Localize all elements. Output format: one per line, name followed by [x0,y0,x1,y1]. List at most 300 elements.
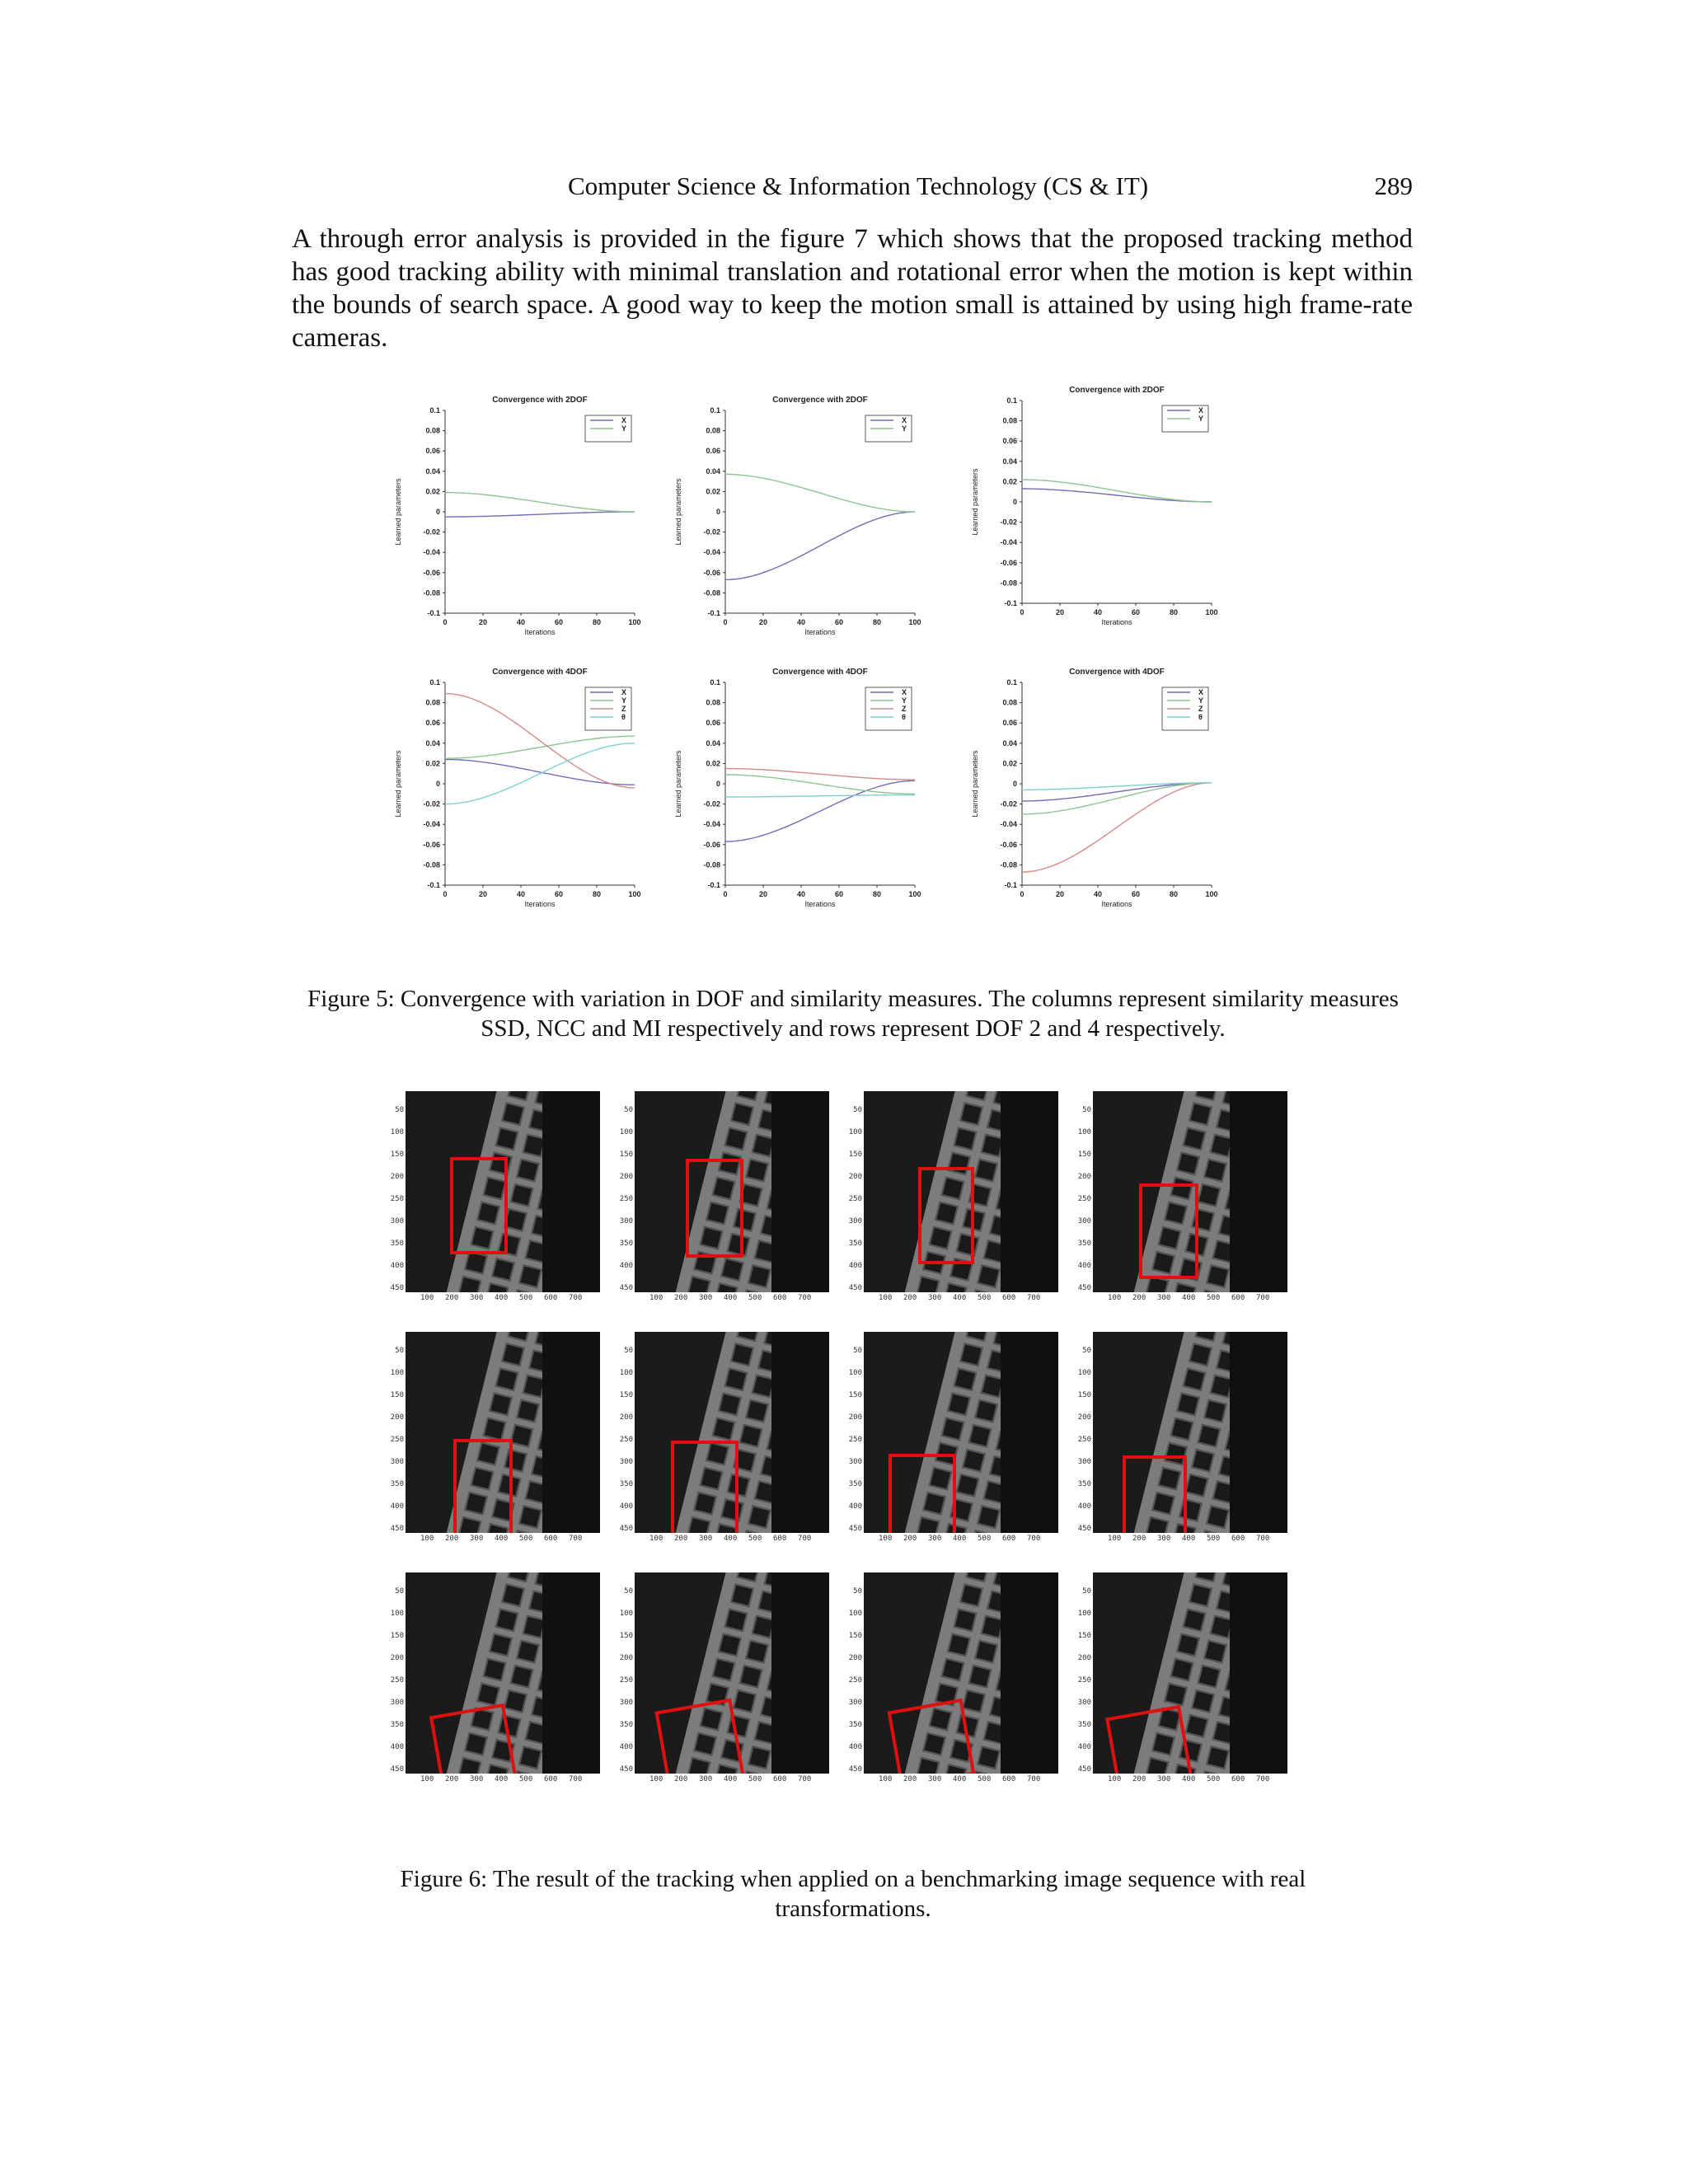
legend-label: Y [902,696,907,705]
convergence-chart-4 [387,664,651,920]
x-tick-label: 20 [1055,890,1065,898]
board-marker [1184,1474,1208,1497]
board-marker [482,1657,506,1681]
board-marker [962,1690,986,1713]
frame-x-ticks [406,1294,600,1305]
frame-y-tick-label: 50 [395,1347,404,1355]
board-marker [495,1367,518,1391]
frame-y-tick-label: 50 [853,1347,862,1355]
tracking-box [1139,1183,1198,1279]
frame-y-tick-label: 150 [1077,1151,1091,1159]
board-marker [970,1289,994,1292]
board-marker [495,1127,518,1151]
series-line-y [1022,783,1212,814]
frame-y-tick-label: 250 [1077,1436,1091,1444]
board-marker [507,1572,531,1582]
board-marker [501,1102,525,1126]
x-tick-label: 20 [758,618,768,626]
y-tick-label: 0.02 [425,759,440,768]
frame-x-tick-label: 700 [798,1294,812,1302]
frame-y-ticks [387,1572,406,1774]
frame-x-tick-label: 300 [699,1535,713,1543]
frame-x-tick-label: 100 [420,1535,434,1543]
legend-label: Z [621,705,626,713]
dark-background [1230,1091,1287,1292]
y-tick-label: -0.1 [1004,599,1017,607]
board-marker [745,1639,769,1663]
tracking-box [671,1441,738,1533]
frame-y-tick-label: 350 [390,1240,404,1248]
frame-x-tick-label: 200 [903,1535,917,1543]
frame-y-ticks [1075,1332,1093,1533]
chart-svg [668,392,931,648]
body-paragraph: A through error analysis is provided in the figure 7 which shows that the proposed tracking method has good tracking ability with minimal translation and rotational error when the motion is kept within the bounds of search space. A good way to keep the motion small is attained by using high frame-rate cameras. [292,224,1413,353]
frame-x-tick-label: 500 [1207,1775,1221,1783]
frame-x-tick-label: 100 [649,1294,663,1302]
frame-y-tick-label: 150 [390,1632,404,1640]
y-axis-label: Learned parameters [394,750,402,818]
frame-y-tick-label: 100 [848,1610,862,1618]
board-marker [955,1474,979,1497]
board-marker [968,1424,992,1448]
board-marker [736,1572,760,1582]
y-tick-label: 0.04 [425,466,440,476]
y-tick-label: 0.02 [706,487,720,496]
board-marker [1170,1417,1193,1441]
series-line-theta [445,743,635,804]
frame-x-tick-label: 400 [495,1294,509,1302]
frame-x-tick-label: 400 [1182,1775,1196,1783]
legend-label: X [902,416,907,424]
frame-y-tick-label: 350 [619,1240,633,1248]
x-tick-label: 100 [628,890,641,898]
board-marker [962,1449,986,1473]
board-marker [959,1102,983,1126]
series-line-y [1022,480,1212,502]
frame-x-tick-label: 700 [1256,1775,1270,1783]
board-marker [724,1608,748,1632]
frame-y-tick-label: 100 [1077,1128,1091,1137]
frame-x-ticks [635,1535,829,1546]
y-tick-label: -0.08 [1000,579,1017,588]
convergence-chart-3 [964,382,1228,638]
y-tick-label: -0.04 [423,548,440,557]
y-tick-label: -0.06 [1000,558,1017,567]
tracking-box [654,1699,744,1774]
board-marker [485,1282,509,1292]
legend-label: X [621,416,627,424]
legend-label: Y [621,424,627,433]
frame-y-tick-label: 250 [390,1195,404,1203]
frame-x-tick-label: 400 [724,1294,738,1302]
series-line-x [725,780,915,841]
board-marker [1176,1392,1200,1416]
frame-y-ticks [846,1332,864,1533]
x-tick-label: 80 [1169,608,1179,616]
board-marker [965,1572,989,1582]
tracking-frame [617,1086,829,1309]
x-tick-label: 100 [628,618,641,626]
frame-x-tick-label: 400 [495,1775,509,1783]
board-marker [959,1343,983,1366]
frame-x-tick-label: 300 [699,1775,713,1783]
y-tick-label: 0.02 [425,487,440,496]
chart-svg [387,392,651,648]
frame-y-ticks [617,1332,635,1533]
board-marker [1191,1690,1215,1713]
y-tick-label: -0.06 [423,840,440,849]
board-marker [1197,1665,1221,1689]
frame-y-tick-label: 450 [619,1765,633,1774]
board-marker [504,1690,528,1713]
frame-x-tick-label: 200 [445,1775,459,1783]
dark-background [1230,1572,1287,1774]
frame-y-tick-label: 450 [1077,1284,1091,1292]
chart-svg [964,382,1228,638]
y-tick-label: -0.02 [703,799,720,808]
frame-y-tick-label: 250 [619,1676,633,1685]
board-marker [1176,1151,1200,1175]
frame-y-tick-label: 200 [619,1654,633,1662]
frame-photo [1093,1091,1287,1292]
frame-x-tick-label: 200 [1132,1294,1146,1302]
frame-y-tick-label: 150 [390,1151,404,1159]
board-marker [1199,1289,1223,1292]
board-marker [970,1530,994,1533]
board-marker [714,1282,738,1292]
y-tick-label: 0.08 [706,698,720,707]
tracking-frame [617,1568,829,1790]
frame-y-tick-label: 350 [1077,1240,1091,1248]
y-tick-label: 0.02 [706,759,720,768]
board-marker [959,1583,983,1607]
frame-y-tick-label: 100 [1077,1610,1091,1618]
frame-x-tick-label: 300 [1157,1294,1171,1302]
frame-x-tick-label: 200 [903,1294,917,1302]
board-marker [947,1392,971,1416]
x-tick-label: 0 [1020,890,1025,898]
tracking-box [888,1699,976,1774]
legend-label: Z [1198,705,1203,713]
frame-y-tick-label: 400 [848,1502,862,1511]
frame-x-tick-label: 500 [519,1294,533,1302]
board-marker [509,1665,533,1689]
tracking-frame [846,1568,1058,1790]
x-axis-label: Iterations [804,900,836,908]
frame-y-tick-label: 100 [1077,1369,1091,1377]
x-tick-label: 20 [478,890,488,898]
frame-y-tick-label: 100 [619,1610,633,1618]
board-marker [1189,1343,1212,1366]
frame-x-ticks [635,1775,829,1787]
dark-background [542,1091,600,1292]
board-marker [965,1091,989,1101]
x-axis-label: Iterations [804,628,836,636]
frame-y-tick-label: 50 [1082,1106,1091,1114]
series-line-x [725,512,915,579]
frame-x-tick-label: 700 [1256,1294,1270,1302]
frame-y-tick-label: 300 [1077,1458,1091,1466]
frame-y-tick-label: 300 [390,1458,404,1466]
frame-x-ticks [406,1535,600,1546]
frame-y-tick-label: 200 [1077,1654,1091,1662]
board-marker [1184,1714,1208,1738]
frame-x-tick-label: 500 [978,1775,992,1783]
frame-x-ticks [1093,1294,1287,1305]
board-marker [509,1424,533,1448]
board-marker [724,1127,748,1151]
board-marker [1197,1424,1221,1448]
y-tick-label: 0.1 [710,406,720,415]
board-marker [1182,1608,1206,1632]
board-marker [1189,1583,1212,1607]
frame-x-tick-label: 500 [978,1535,992,1543]
frame-y-tick-label: 50 [1082,1587,1091,1596]
board-marker [518,1264,542,1288]
convergence-chart-5 [668,664,931,920]
frame-y-tick-label: 150 [848,1391,862,1399]
y-axis-label: Learned parameters [674,478,682,546]
board-marker [745,1399,769,1422]
y-axis-label: Learned parameters [674,750,682,818]
board-marker [1170,1657,1193,1681]
y-tick-label: 0.1 [429,406,440,415]
frame-x-tick-label: 600 [1002,1294,1016,1302]
board-marker [518,1505,542,1529]
board-marker [730,1583,754,1607]
frame-x-tick-label: 300 [699,1294,713,1302]
frame-x-tick-label: 200 [674,1775,688,1783]
frame-x-tick-label: 300 [470,1294,484,1302]
x-axis-label: Iterations [1101,618,1132,626]
y-tick-label: 0.06 [425,447,440,456]
frame-x-tick-label: 500 [519,1535,533,1543]
y-tick-label: -0.02 [703,527,720,537]
series-line-theta [725,795,915,798]
board-marker [977,1746,1001,1769]
x-tick-label: 40 [516,618,526,626]
x-tick-label: 100 [908,890,921,898]
frame-y-tick-label: 350 [390,1480,404,1488]
board-marker [512,1530,536,1533]
legend-label: Z [902,705,907,713]
frame-y-tick-label: 100 [619,1369,633,1377]
frame-x-tick-label: 500 [1207,1294,1221,1302]
frame-y-tick-label: 150 [619,1391,633,1399]
y-tick-label: 0.08 [706,426,720,435]
x-tick-label: 40 [796,890,806,898]
x-tick-label: 80 [592,890,602,898]
frame-x-ticks [864,1775,1058,1787]
board-marker [507,1332,531,1342]
frame-x-ticks [1093,1775,1287,1787]
frame-photo [406,1572,600,1774]
y-tick-label: -0.02 [423,527,440,537]
frame-x-ticks [864,1294,1058,1305]
frame-y-ticks [1075,1572,1093,1774]
board-marker [1199,1770,1223,1774]
chart-title: Convergence with 4DOF [1069,668,1165,677]
frame-y-ticks [846,1091,864,1292]
frame-x-tick-label: 600 [1231,1775,1245,1783]
board-marker [947,1633,971,1657]
frame-y-tick-label: 300 [848,1699,862,1707]
frame-y-tick-label: 400 [1077,1502,1091,1511]
frame-x-tick-label: 400 [724,1535,738,1543]
board-marker [512,1289,536,1292]
frame-y-tick-label: 100 [619,1128,633,1137]
series-line-x [445,512,635,517]
board-marker [509,1183,533,1207]
x-tick-label: 80 [592,618,602,626]
tracking-frame [387,1327,600,1549]
x-tick-label: 60 [554,890,564,898]
frame-y-ticks [387,1332,406,1533]
x-tick-label: 100 [908,618,921,626]
y-tick-label: 0.06 [706,447,720,456]
board-marker [1194,1572,1218,1582]
y-tick-label: 0.1 [1006,396,1017,405]
dark-background [771,1332,829,1533]
chart-svg [964,664,1228,920]
frame-y-tick-label: 200 [1077,1413,1091,1422]
convergence-chart-2 [668,392,931,648]
frame-x-tick-label: 100 [649,1775,663,1783]
frame-x-tick-label: 700 [1256,1535,1270,1543]
board-marker [457,1276,481,1292]
frame-x-tick-label: 600 [1231,1535,1245,1543]
frame-x-tick-label: 500 [978,1294,992,1302]
y-tick-label: 0 [715,780,720,788]
x-tick-label: 20 [758,890,768,898]
frame-y-tick-label: 150 [619,1151,633,1159]
frame-y-tick-label: 400 [619,1502,633,1511]
running-header [292,171,1413,204]
frame-x-tick-label: 200 [674,1294,688,1302]
frame-y-tick-label: 400 [1077,1743,1091,1751]
chart-title: Convergence with 2DOF [492,396,588,405]
frame-y-tick-label: 50 [624,1587,633,1596]
legend-label: Y [902,424,907,433]
y-tick-label: 0 [1012,780,1017,788]
frame-x-tick-label: 300 [470,1775,484,1783]
tracking-frame [846,1327,1058,1549]
y-tick-label: -0.1 [707,609,720,617]
x-tick-label: 100 [1205,608,1218,616]
frame-y-tick-label: 50 [1082,1347,1091,1355]
frame-x-tick-label: 500 [519,1775,533,1783]
frame-y-tick-label: 250 [1077,1676,1091,1685]
frame-y-tick-label: 450 [619,1284,633,1292]
frame-y-tick-label: 200 [848,1413,862,1422]
board-marker [1164,1682,1188,1706]
frame-x-tick-label: 400 [495,1535,509,1543]
tracking-frame [617,1327,829,1549]
frame-y-tick-label: 50 [624,1106,633,1114]
frame-x-tick-label: 600 [544,1294,558,1302]
frame-y-tick-label: 400 [390,1743,404,1751]
dark-background [771,1091,829,1292]
y-tick-label: 0 [715,508,720,516]
x-tick-label: 0 [443,618,448,626]
frame-x-tick-label: 700 [1027,1294,1041,1302]
board-marker [745,1158,769,1182]
frame-x-tick-label: 100 [879,1775,893,1783]
board-marker [741,1770,765,1774]
frame-x-tick-label: 600 [1002,1535,1016,1543]
frame-x-tick-label: 600 [544,1535,558,1543]
frame-y-tick-label: 450 [390,1284,404,1292]
frame-x-tick-label: 600 [1231,1294,1245,1302]
tracking-box [686,1159,743,1258]
x-tick-label: 0 [1020,608,1025,616]
journal-title: Computer Science & Information Technology (CS & IT) [568,171,1149,200]
frame-x-tick-label: 700 [569,1775,583,1783]
frame-x-tick-label: 500 [748,1775,762,1783]
frame-y-tick-label: 450 [848,1284,862,1292]
frame-x-tick-label: 400 [724,1775,738,1783]
legend-label: X [1198,406,1204,415]
x-tick-label: 80 [872,890,882,898]
y-tick-label: -0.08 [703,588,720,598]
board-marker [1194,1332,1218,1342]
frame-y-tick-label: 400 [848,1262,862,1270]
dark-background [771,1572,829,1774]
frame-x-ticks [1093,1535,1287,1546]
y-tick-label: -0.1 [427,609,440,617]
x-tick-label: 40 [1093,890,1103,898]
frame-y-tick-label: 250 [848,1195,862,1203]
frame-y-tick-label: 450 [1077,1525,1091,1533]
frame-x-tick-label: 300 [1157,1535,1171,1543]
tracking-box [450,1157,508,1254]
figure6-caption: Figure 6: The result of the tracking when applied on a benchmarking image sequence with real transformations. [400,1866,1306,1922]
tracking-frame [387,1086,600,1309]
board-marker [476,1682,500,1706]
chart-title: Convergence with 4DOF [492,668,588,677]
frame-photo [635,1332,829,1533]
frame-y-tick-label: 50 [853,1106,862,1114]
x-tick-label: 0 [443,890,448,898]
board-marker [482,1417,506,1441]
frame-photo [1093,1572,1287,1774]
frame-y-tick-label: 300 [848,1458,862,1466]
y-tick-label: -0.02 [1000,518,1017,527]
chart-svg [387,664,651,920]
frame-y-tick-label: 100 [390,1128,404,1137]
frame-x-tick-label: 400 [1182,1535,1196,1543]
x-tick-label: 60 [834,890,844,898]
frame-y-tick-label: 300 [390,1217,404,1226]
y-tick-label: 0.06 [1002,437,1017,446]
frame-x-tick-label: 400 [953,1294,967,1302]
board-marker [489,1392,513,1416]
legend-label: Y [1198,415,1204,423]
y-tick-label: 0 [435,508,440,516]
frame-y-tick-label: 250 [619,1436,633,1444]
frame-y-tick-label: 300 [390,1699,404,1707]
frame-x-tick-label: 100 [879,1294,893,1302]
frame-x-tick-label: 200 [445,1294,459,1302]
legend-label: θ [621,713,626,721]
frame-photo [1093,1332,1287,1533]
x-tick-label: 0 [723,618,728,626]
y-tick-label: 0.08 [1002,416,1017,425]
frame-x-tick-label: 200 [445,1535,459,1543]
y-tick-label: -0.08 [423,860,440,869]
frame-y-tick-label: 350 [619,1480,633,1488]
board-marker [1191,1449,1215,1473]
